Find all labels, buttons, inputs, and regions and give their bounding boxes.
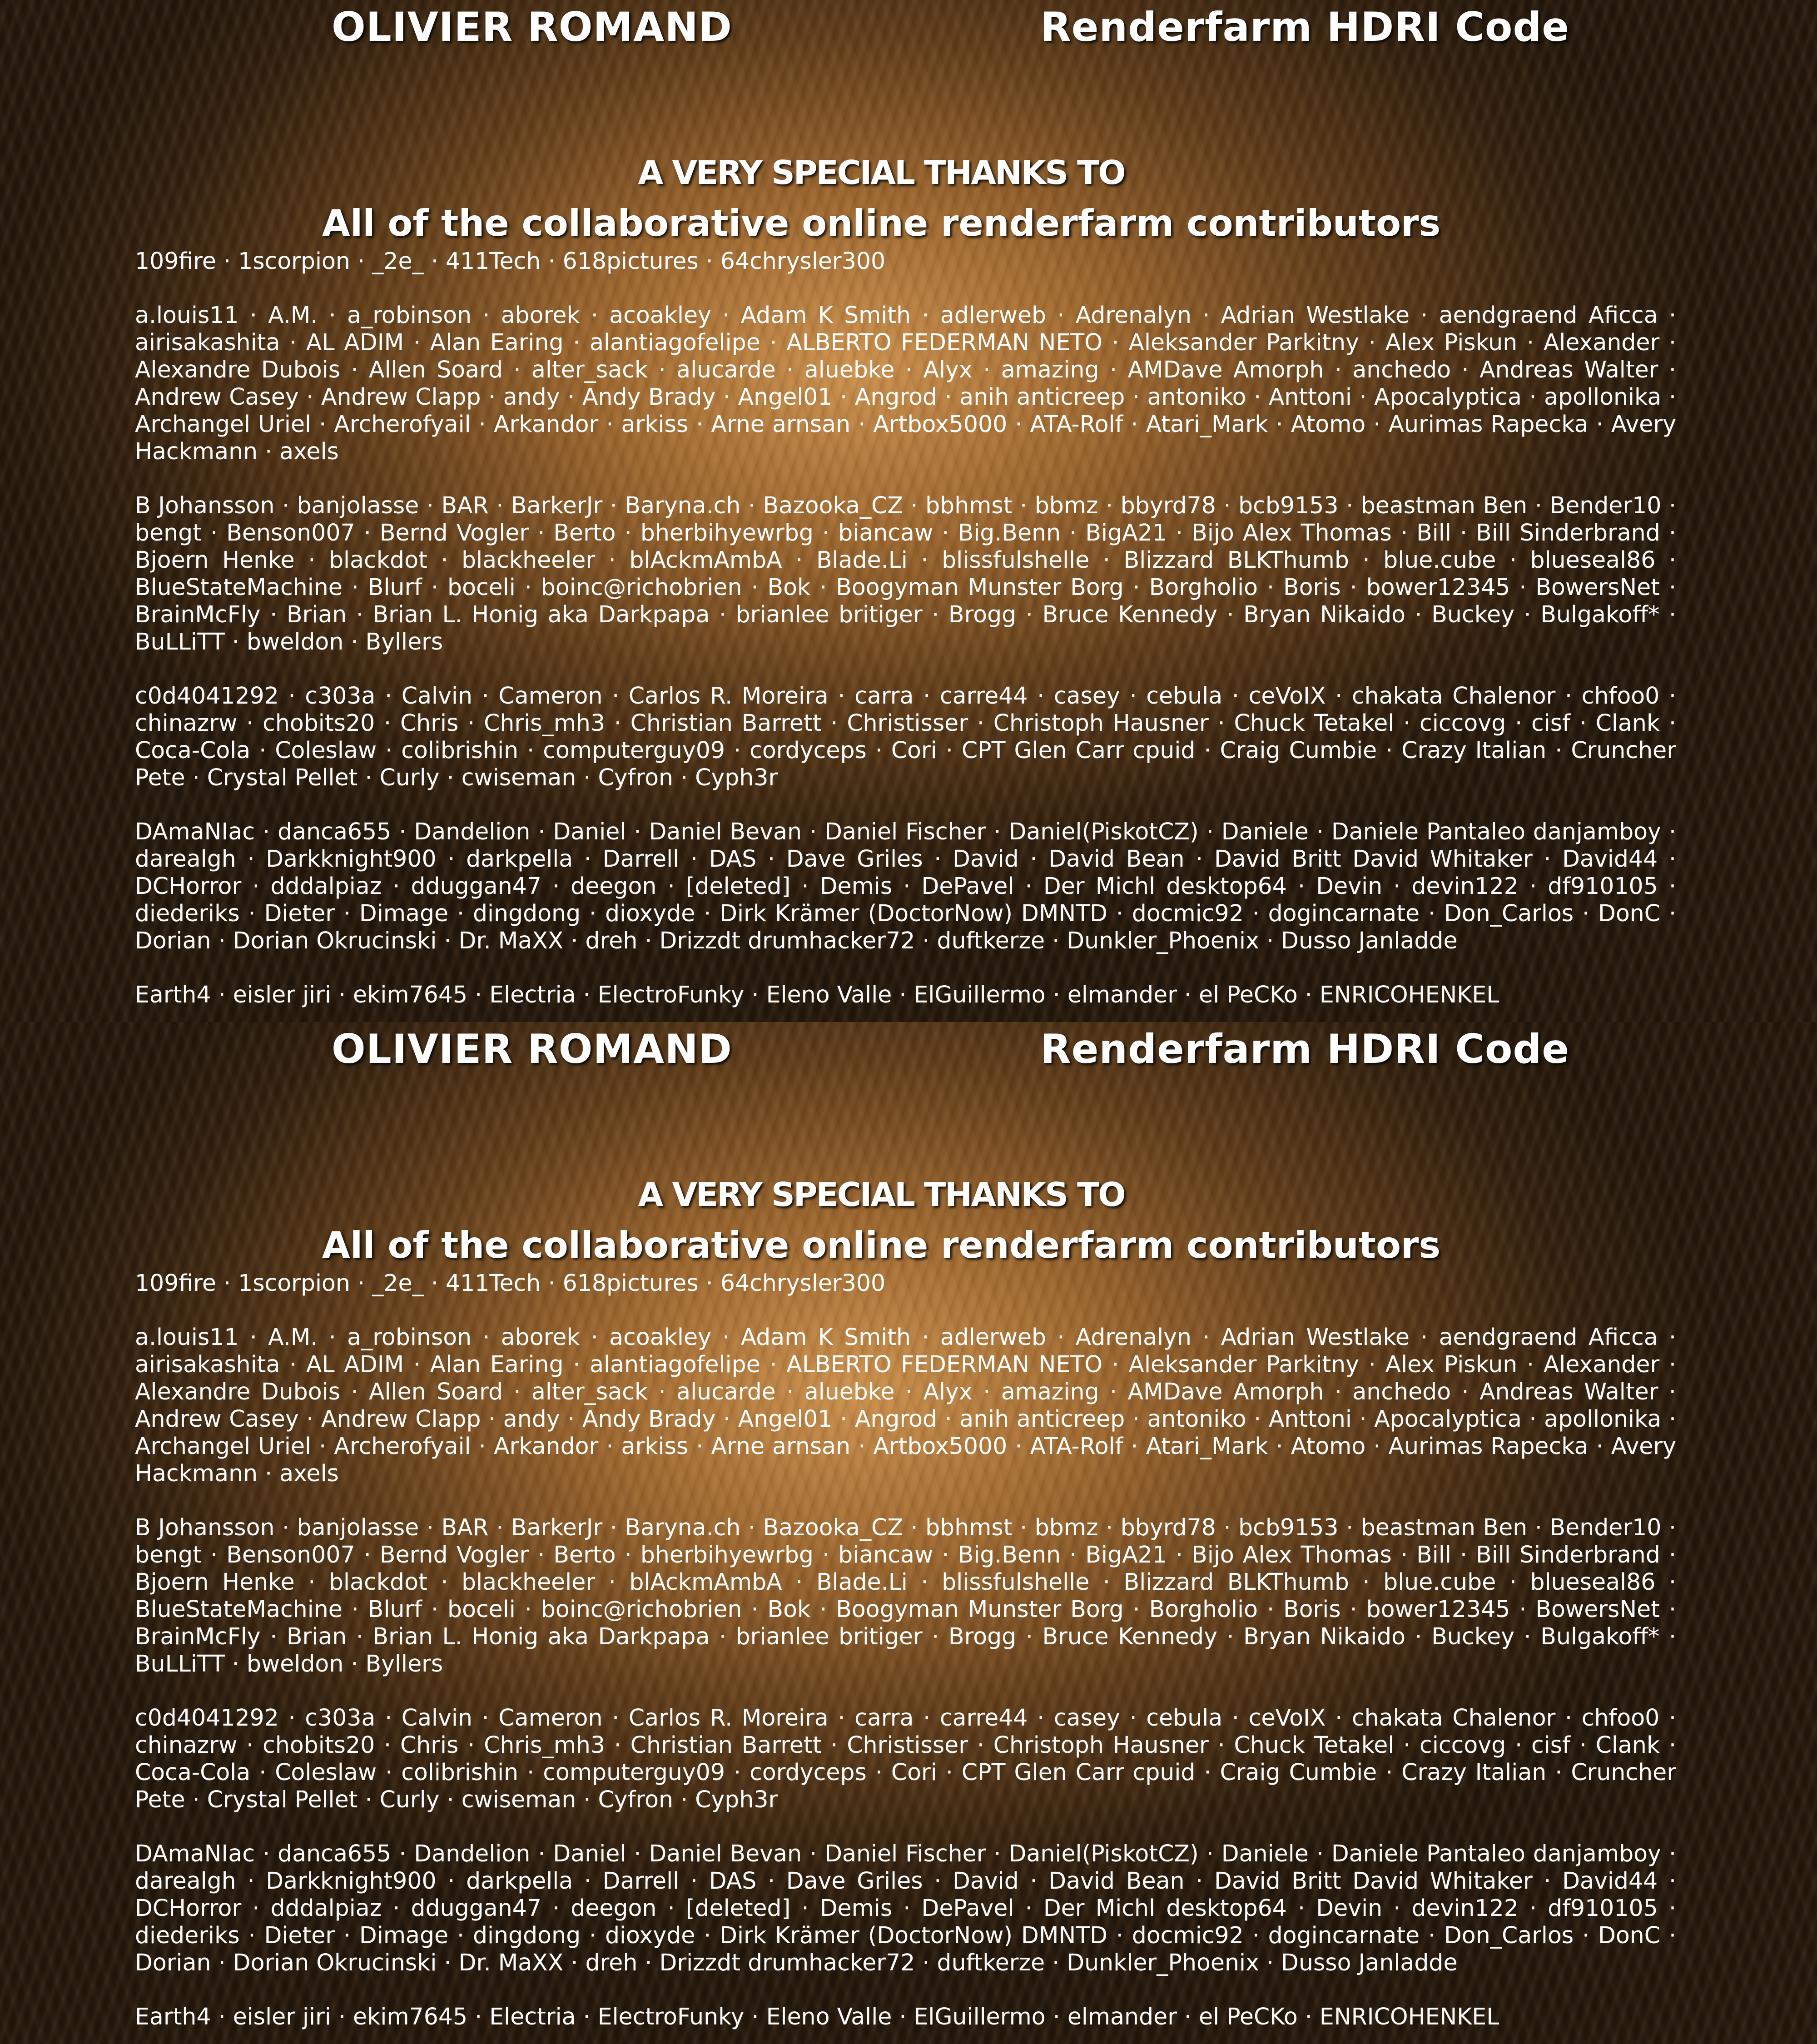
contributor-group-e: Earth4 · eisler jiri · ekim7645 · Electria · ElectroFunky · Eleno Valle · ElGuillermo · elmander · el PeCKo · ENRICOHENKEL xyxy=(135,981,1676,1008)
credits-frame-bottom xyxy=(0,1022,1817,2044)
thanks-heading: A VERY SPECIAL THANKS TO xyxy=(0,150,1762,195)
contributor-group-b: B Johansson · banjolasse · BAR · BarkerJr · Baryna.ch · Bazooka_CZ · bbhmst · bbmz · bbyrd78 · bcb9153 · beastman Ben · Bender10 · bengt · Benson007 · Bernd Vogler · Berto · bherbihyewrbg · biancaw · Big.Benn · BigA21 · Bijo Alex Thomas · Bill · Bill Sinderbrand · Bjoern Henke · blackdot · blackheeler · blAckmAmbA · Blade.Li · blissfulshelle · Blizzard BLKThumb · blue.cube · blueseal86 · BlueStateMachine · Blurf · boceli · boinc@richobrien · Bok · Boogyman Munster Borg · Borgholio · Boris · bower12345 · BowersNet · BrainMcFly · Brian · Brian L. Honig aka Darkpapa · brianlee britiger · Brogg · Bruce Kennedy · Bryan Nikaido · Buckey · Bulgakoff* · BuLLiTT · bweldon · Byllers xyxy=(135,492,1676,655)
contributor-group-c: c0d4041292 · c303a · Calvin · Cameron · Carlos R. Moreira · carra · carre44 · casey · cebula · ceVoIX · chakata Chalenor · chfoo0 · chinazrw · chobits20 · Chris · Chris_mh3 · Christian Barrett · Christisser · Christoph Hausner · Chuck Tetakel · ciccovg · cisf · Clank · Coca-Cola · Coleslaw · colibrishin · computerguy09 · cordyceps · Cori · CPT Glen Carr cpuid · Craig Cumbie · Crazy Italian · Cruncher Pete · Crystal Pellet · Curly · cwiseman · Cyfron · Cyph3r xyxy=(135,1704,1676,1813)
author-name: OLIVIER ROMAND xyxy=(332,4,732,51)
contributor-group-a: a.louis11 · A.M. · a_robinson · aborek · acoakley · Adam K Smith · adlerweb · Adrenalyn · Adrian Westlake · aendgraend Aficca · airisakashita · AL ADIM · Alan Earing · alantiagofelipe · ALBERTO FEDERMAN NETO · Aleksander Parkitny · Alex Piskun · Alexander · Alexandre Dubois · Allen Soard · alter_sack · alucarde · aluebke · Alyx · amazing · AMDave Amorph · anchedo · Andreas Walter · Andrew Casey · Andrew Clapp · andy · Andy Brady · Angel01 · Angrod · anih anticreep · antoniko · Anttoni · Apocalyptica · apollonika · Archangel Uriel · Archerofyail · Arkandor · arkiss · Arne arnsan · Artbox5000 · ATA-Rolf · Atari_Mark · Atomo · Aurimas Rapecka · Avery Hackmann · axels xyxy=(135,302,1676,465)
contributor-group-d: DAmaNIac · danca655 · Dandelion · Daniel · Daniel Bevan · Daniel Fischer · Daniel(PiskotCZ) · Daniele · Daniele Pantaleo danjamboy · darealgh · Darkknight900 · darkpella · Darrell · DAS · Dave Griles · David · David Bean · David Britt David Whitaker · David44 · DCHorror · dddalpiaz · dduggan47 · deegon · [deleted] · Demis · DePavel · Der Michl desktop64 · Devin · devin122 · df910105 · diederiks · Dieter · Dimage · dingdong · dioxyde · Dirk Krämer (DoctorNow) DMNTD · docmic92 · dogincarnate · Don_Carlos · DonC · Dorian · Dorian Okrucinski · Dr. MaXX · dreh · Drizzdt drumhacker72 · duftkerze · Dunkler_Phoenix · Dusso Janladde xyxy=(135,818,1676,954)
contributor-group-numeric: 109fire · 1scorpion · _2e_ · 411Tech · 618pictures · 64chrysler300 xyxy=(135,1270,1676,1297)
contributor-group-c: c0d4041292 · c303a · Calvin · Cameron · Carlos R. Moreira · carra · carre44 · casey · cebula · ceVoIX · chakata Chalenor · chfoo0 · chinazrw · chobits20 · Chris · Chris_mh3 · Christian Barrett · Christisser · Christoph Hausner · Chuck Tetakel · ciccovg · cisf · Clank · Coca-Cola · Coleslaw · colibrishin · computerguy09 · cordyceps · Cori · CPT Glen Carr cpuid · Craig Cumbie · Crazy Italian · Cruncher Pete · Crystal Pellet · Curly · cwiseman · Cyfron · Cyph3r xyxy=(135,682,1676,791)
credit-role: Renderfarm HDRI Code xyxy=(1040,1026,1569,1073)
credit-role: Renderfarm HDRI Code xyxy=(1040,4,1569,51)
author-name: OLIVIER ROMAND xyxy=(332,1026,732,1073)
contributor-list xyxy=(135,248,1676,1008)
contributor-group-e: Earth4 · eisler jiri · ekim7645 · Electria · ElectroFunky · Eleno Valle · ElGuillermo · elmander · el PeCKo · ENRICOHENKEL xyxy=(135,2003,1676,2030)
contributor-group-b: B Johansson · banjolasse · BAR · BarkerJr · Baryna.ch · Bazooka_CZ · bbhmst · bbmz · bbyrd78 · bcb9153 · beastman Ben · Bender10 · bengt · Benson007 · Bernd Vogler · Berto · bherbihyewrbg · biancaw · Big.Benn · BigA21 · Bijo Alex Thomas · Bill · Bill Sinderbrand · Bjoern Henke · blackdot · blackheeler · blAckmAmbA · Blade.Li · blissfulshelle · Blizzard BLKThumb · blue.cube · blueseal86 · BlueStateMachine · Blurf · boceli · boinc@richobrien · Bok · Boogyman Munster Borg · Borgholio · Boris · bower12345 · BowersNet · BrainMcFly · Brian · Brian L. Honig aka Darkpapa · brianlee britiger · Brogg · Bruce Kennedy · Bryan Nikaido · Buckey · Bulgakoff* · BuLLiTT · bweldon · Byllers xyxy=(135,1514,1676,1677)
contributors-heading: All of the collaborative online renderfarm contributors xyxy=(0,200,1762,247)
contributor-list xyxy=(135,1270,1676,2030)
thanks-heading: A VERY SPECIAL THANKS TO xyxy=(0,1172,1762,1217)
contributor-group-a: a.louis11 · A.M. · a_robinson · aborek · acoakley · Adam K Smith · adlerweb · Adrenalyn · Adrian Westlake · aendgraend Aficca · airisakashita · AL ADIM · Alan Earing · alantiagofelipe · ALBERTO FEDERMAN NETO · Aleksander Parkitny · Alex Piskun · Alexander · Alexandre Dubois · Allen Soard · alter_sack · alucarde · aluebke · Alyx · amazing · AMDave Amorph · anchedo · Andreas Walter · Andrew Casey · Andrew Clapp · andy · Andy Brady · Angel01 · Angrod · anih anticreep · antoniko · Anttoni · Apocalyptica · apollonika · Archangel Uriel · Archerofyail · Arkandor · arkiss · Arne arnsan · Artbox5000 · ATA-Rolf · Atari_Mark · Atomo · Aurimas Rapecka · Avery Hackmann · axels xyxy=(135,1324,1676,1487)
contributor-group-numeric: 109fire · 1scorpion · _2e_ · 411Tech · 618pictures · 64chrysler300 xyxy=(135,248,1676,275)
contributors-heading: All of the collaborative online renderfarm contributors xyxy=(0,1222,1762,1269)
contributor-group-d: DAmaNIac · danca655 · Dandelion · Daniel · Daniel Bevan · Daniel Fischer · Daniel(PiskotCZ) · Daniele · Daniele Pantaleo danjamboy · darealgh · Darkknight900 · darkpella · Darrell · DAS · Dave Griles · David · David Bean · David Britt David Whitaker · David44 · DCHorror · dddalpiaz · dduggan47 · deegon · [deleted] · Demis · DePavel · Der Michl desktop64 · Devin · devin122 · df910105 · diederiks · Dieter · Dimage · dingdong · dioxyde · Dirk Krämer (DoctorNow) DMNTD · docmic92 · dogincarnate · Don_Carlos · DonC · Dorian · Dorian Okrucinski · Dr. MaXX · dreh · Drizzdt drumhacker72 · duftkerze · Dunkler_Phoenix · Dusso Janladde xyxy=(135,1840,1676,1976)
